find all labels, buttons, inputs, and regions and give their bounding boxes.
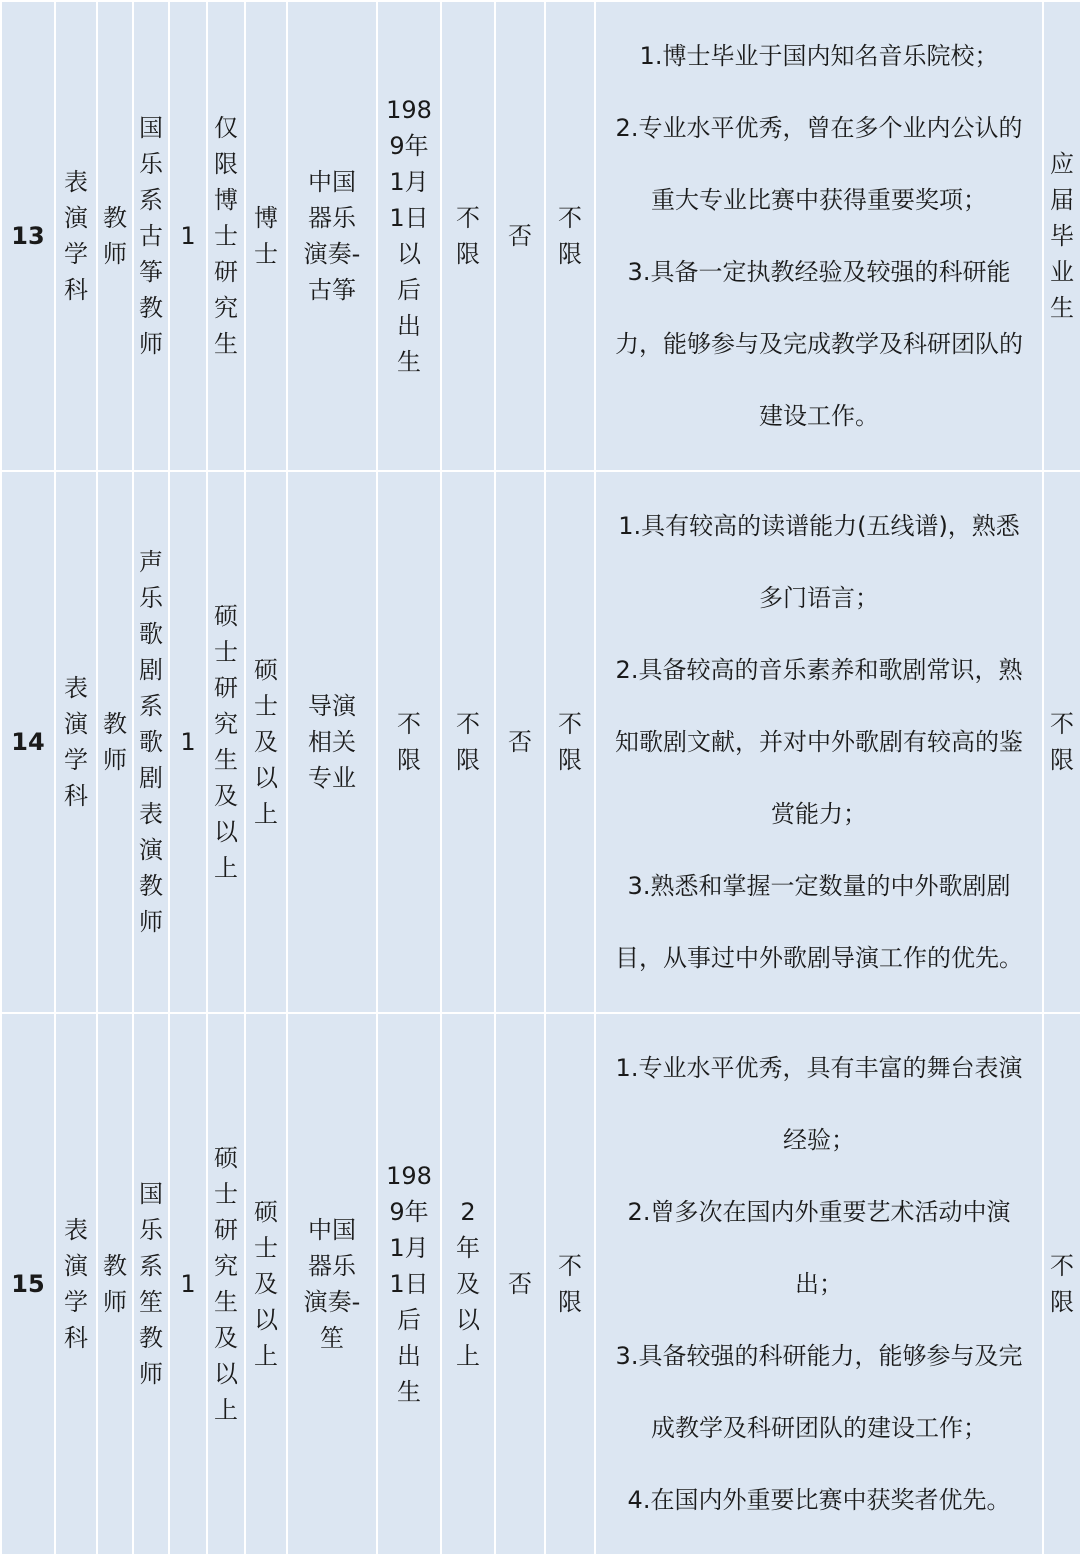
title-requirement-cell: 否 bbox=[495, 1013, 545, 1555]
discipline-cell: 表 演 学 科 bbox=[55, 471, 97, 1013]
count-cell: 1 bbox=[169, 1013, 207, 1555]
age-cell: 198 9年 1月 1日 以 后 出 生 bbox=[377, 1, 441, 471]
row-number: 14 bbox=[1, 471, 55, 1013]
requirement-line: 重大专业比赛中获得重要奖项； bbox=[651, 186, 987, 214]
table-row bbox=[1, 1, 1080, 471]
experience-cell: 2 年 及 以 上 bbox=[441, 1013, 495, 1555]
education-cell: 硕 士 研 究 生 及 以 上 bbox=[207, 471, 245, 1013]
discipline-cell: 表 演 学 科 bbox=[55, 1, 97, 471]
requirement-line: 多门语言； bbox=[759, 584, 879, 612]
discipline-cell: 表 演 学 科 bbox=[55, 1013, 97, 1555]
position-cell: 国 乐 系 古 筝 教 师 bbox=[133, 1, 169, 471]
row-number: 15 bbox=[1, 1013, 55, 1555]
category-cell: 教 师 bbox=[97, 1013, 133, 1555]
row-number: 13 bbox=[1, 1, 55, 471]
experience-cell: 不 限 bbox=[441, 471, 495, 1013]
table-row bbox=[1, 471, 1080, 1013]
requirement-line: 力，能够参与及完成教学及科研团队的 bbox=[615, 330, 1023, 358]
category-cell: 教 师 bbox=[97, 471, 133, 1013]
requirement-line: 3.具备一定执教经验及较强的科研能 bbox=[627, 258, 1011, 286]
position-cell: 国 乐 系 笙 教 师 bbox=[133, 1013, 169, 1555]
experience-cell: 不 限 bbox=[441, 1, 495, 471]
requirement-line: 4.在国内外重要比赛中获奖者优先。 bbox=[627, 1486, 1011, 1514]
requirement-line: 1.具有较高的读谱能力(五线谱)，熟悉 bbox=[618, 512, 1020, 540]
source-cell: 不 限 bbox=[1043, 1013, 1080, 1555]
requirement-line: 1.专业水平优秀，具有丰富的舞台表演 bbox=[615, 1054, 1023, 1082]
age-cell: 198 9年 1月 1日 后 出 生 bbox=[377, 1013, 441, 1555]
age-cell: 不 限 bbox=[377, 471, 441, 1013]
major-cell: 导演 相关 专业 bbox=[287, 471, 377, 1013]
requirement-line: 3.熟悉和掌握一定数量的中外歌剧剧 bbox=[627, 872, 1011, 900]
category-cell: 教 师 bbox=[97, 1, 133, 471]
title-requirement-cell: 否 bbox=[495, 1, 545, 471]
count-cell: 1 bbox=[169, 1, 207, 471]
education-cell: 仅 限 博 士 研 究 生 bbox=[207, 1, 245, 471]
requirement-line: 出； bbox=[795, 1270, 843, 1298]
requirements-cell bbox=[595, 1, 1043, 471]
requirement-line: 成教学及科研团队的建设工作； bbox=[651, 1414, 987, 1442]
source-cell: 应 届 毕 业 生 bbox=[1043, 1, 1080, 471]
degree-cell: 硕 士 及 以 上 bbox=[245, 1013, 287, 1555]
title-requirement-cell: 否 bbox=[495, 471, 545, 1013]
requirement-line: 2.具备较高的音乐素养和歌剧常识，熟 bbox=[615, 656, 1023, 684]
requirements-cell bbox=[595, 1013, 1043, 1555]
requirement-line: 3.具备较强的科研能力，能够参与及完 bbox=[615, 1342, 1023, 1370]
education-cell: 硕 士 研 究 生 及 以 上 bbox=[207, 1013, 245, 1555]
source-cell: 不 限 bbox=[1043, 471, 1080, 1013]
degree-cell: 博 士 bbox=[245, 1, 287, 471]
degree-cell: 硕 士 及 以 上 bbox=[245, 471, 287, 1013]
table-row bbox=[1, 1013, 1080, 1555]
requirement-line: 目，从事过中外歌剧导演工作的优先。 bbox=[615, 944, 1023, 972]
requirement-line: 赏能力； bbox=[771, 800, 867, 828]
political-cell: 不 限 bbox=[545, 1, 595, 471]
political-cell: 不 限 bbox=[545, 471, 595, 1013]
requirements-cell bbox=[595, 471, 1043, 1013]
requirement-line: 2.专业水平优秀，曾在多个业内公认的 bbox=[615, 114, 1023, 142]
requirement-line: 建设工作。 bbox=[759, 402, 879, 430]
requirement-line: 知歌剧文献，并对中外歌剧有较高的鉴 bbox=[615, 728, 1023, 756]
political-cell: 不 限 bbox=[545, 1013, 595, 1555]
position-cell: 声 乐 歌 剧 系 歌 剧 表 演 教 师 bbox=[133, 471, 169, 1013]
requirement-line: 1.博士毕业于国内知名音乐院校； bbox=[639, 42, 999, 70]
requirement-line: 经验； bbox=[783, 1126, 855, 1154]
requirement-line: 2.曾多次在国内外重要艺术活动中演 bbox=[627, 1198, 1011, 1226]
count-cell: 1 bbox=[169, 471, 207, 1013]
major-cell: 中国 器乐 演奏- 笙 bbox=[287, 1013, 377, 1555]
major-cell: 中国 器乐 演奏- 古筝 bbox=[287, 1, 377, 471]
